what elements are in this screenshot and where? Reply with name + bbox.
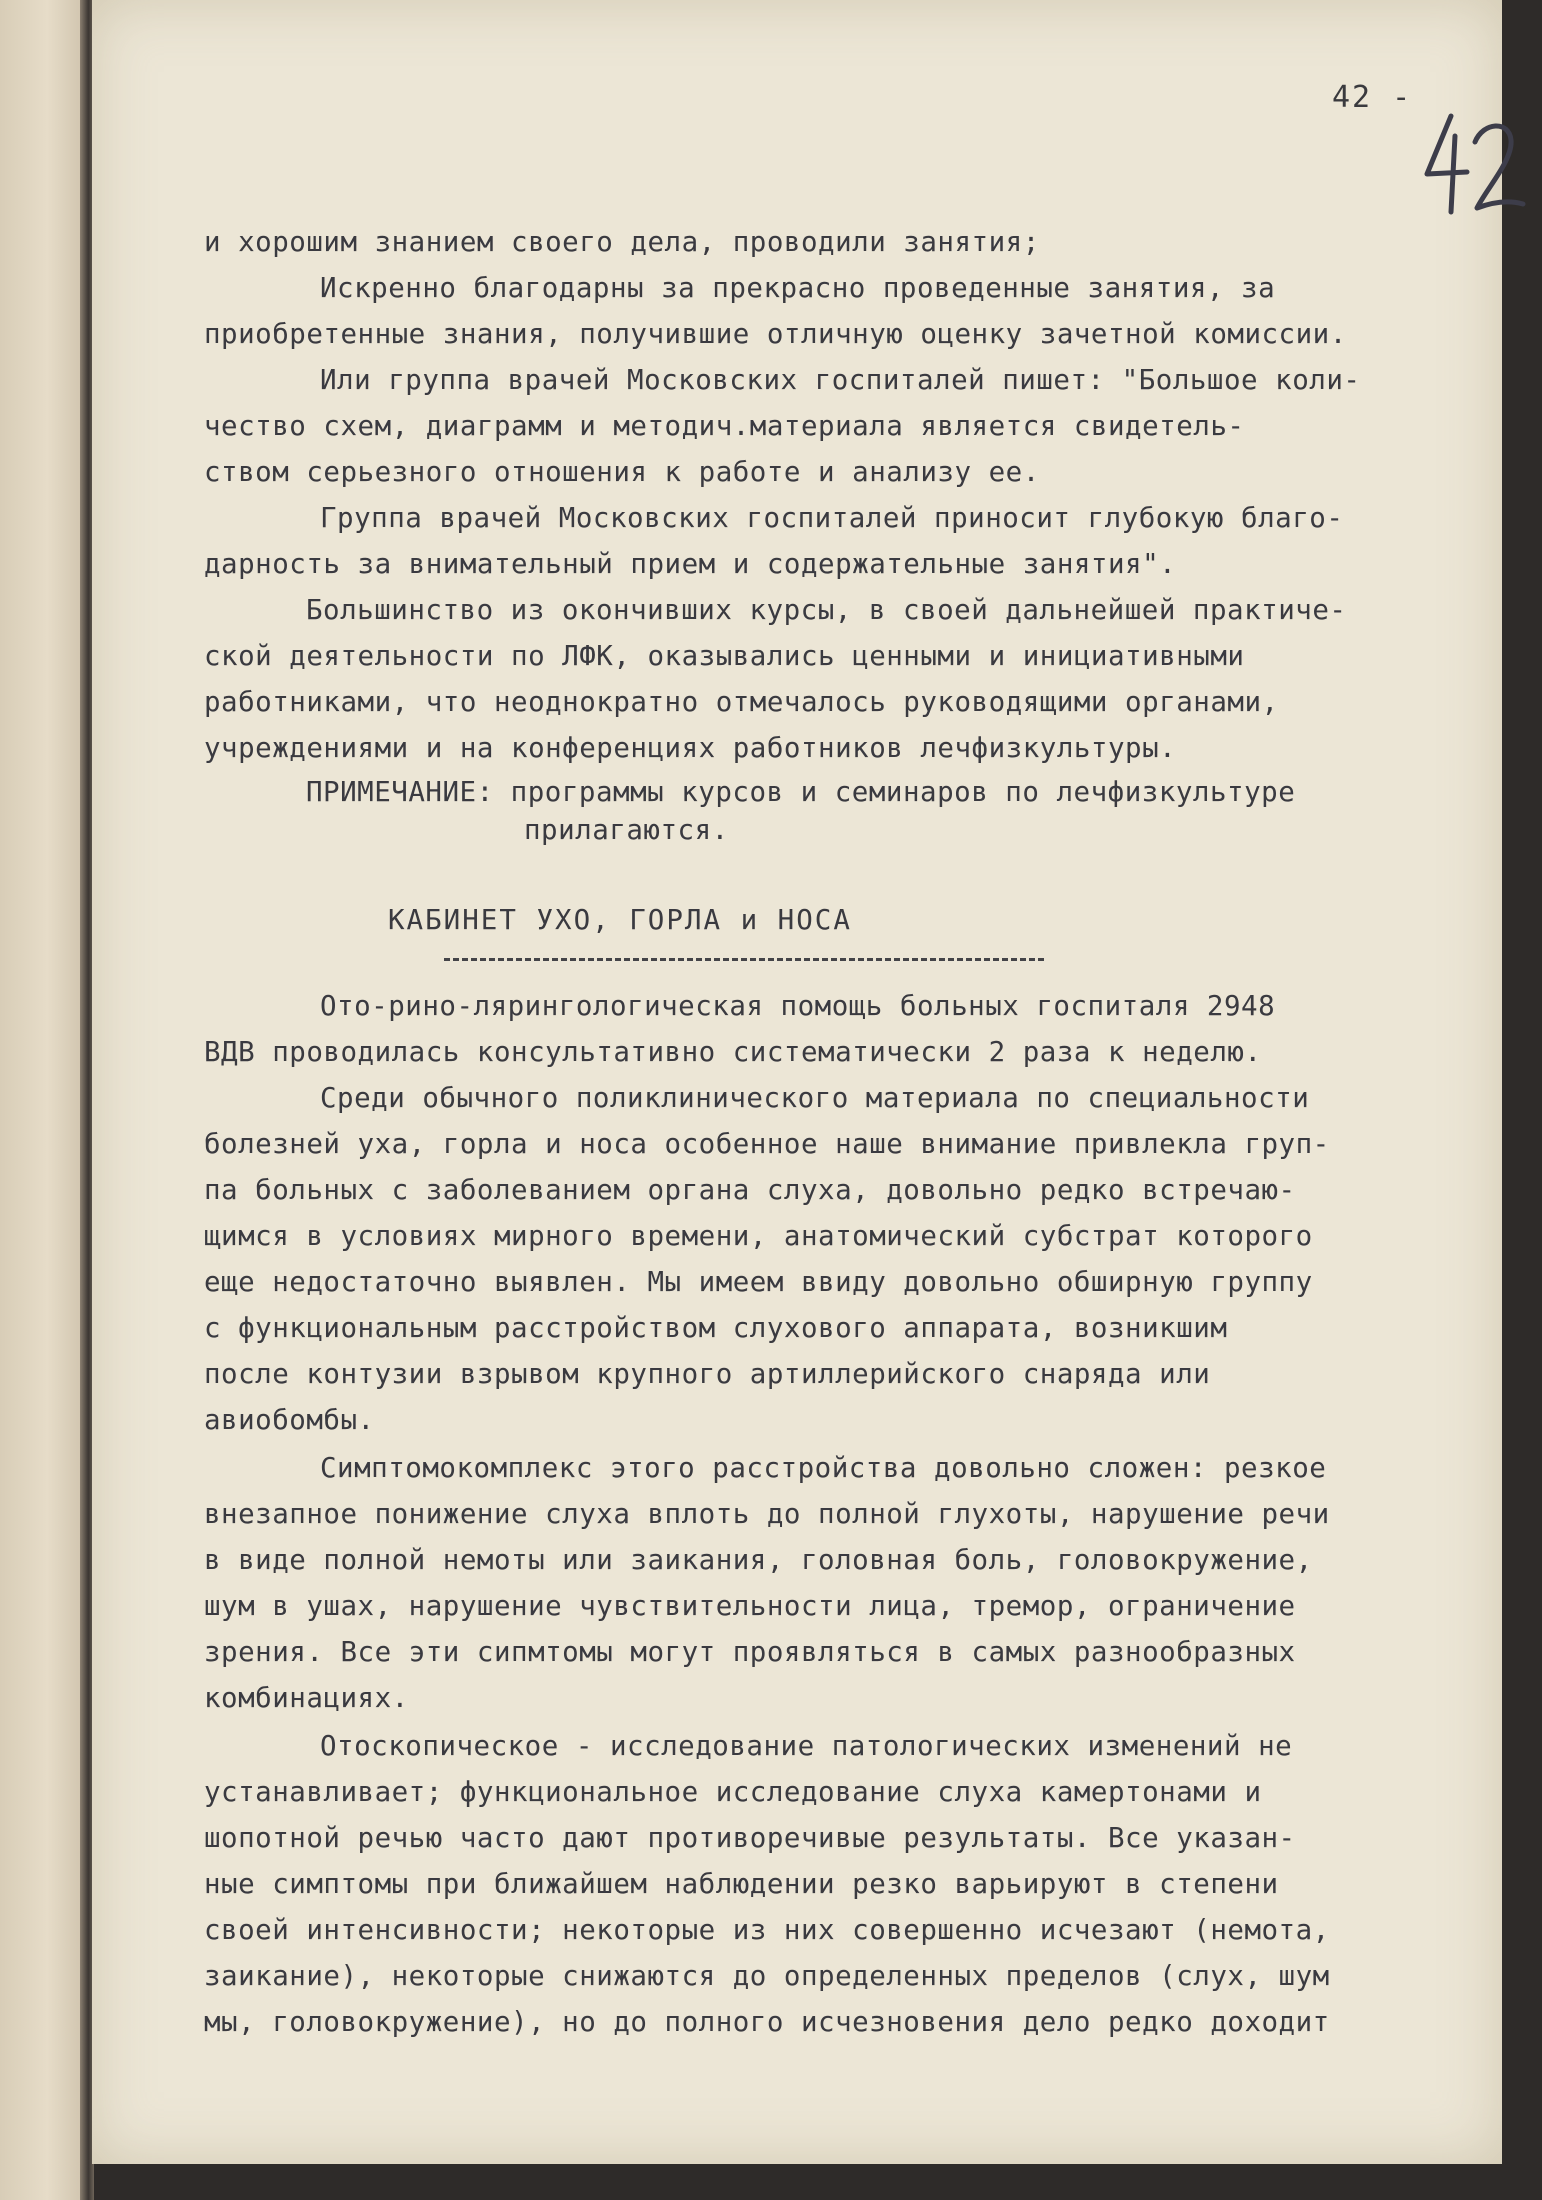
text-line: болезней уха, горла и носа особенное наше внимание привлекла груп-: [204, 1128, 1330, 1160]
text-line: и хорошим знанием своего дела, проводили занятия;: [204, 226, 1040, 258]
heading-underline: [444, 958, 1044, 961]
text-line: мы, головокружение), но до полного исчезновения дело редко доходит: [204, 2006, 1330, 2038]
text-line: Ото-рино-ляринголoгическая помощь больных госпиталя 2948: [320, 990, 1276, 1022]
text-line: комбинациях.: [204, 1682, 409, 1714]
text-line: своей интенсивности; некоторые из них совершенно исчезают (немота,: [204, 1914, 1330, 1946]
text-line: Среди обычного поликлинического материала по специальности: [320, 1082, 1310, 1114]
text-line: шум в ушах, нарушение чувствительности лица, тремор, ограничение: [204, 1590, 1296, 1622]
handwritten-folio-number: [1417, 108, 1527, 218]
text-line: Искренно благодарны за прекрасно проведенные занятия, за: [320, 272, 1276, 304]
text-line: после контузии взрывом крупного артиллерийского снаряда или: [204, 1358, 1211, 1390]
text-line: Отоскопическое - исследование патологических изменений не: [320, 1730, 1293, 1762]
section-heading: КАБИНЕТ УХО, ГОРЛА и НОСА: [388, 904, 852, 936]
text-line: Большинство из окончивших курсы, в своей дальнейшей практиче-: [306, 594, 1347, 626]
text-line: чество схем, диаграмм и методич.материала является свидетель-: [204, 410, 1245, 442]
note-line: прилагаются.: [524, 814, 729, 846]
text-line: зрения. Все эти сипмтомы могут проявляться в самых разнообразных: [204, 1636, 1296, 1668]
text-line: Симптомокомплекс этого расстройства довольно сложен: резкое: [320, 1452, 1327, 1484]
text-line: па больных с заболеванием органа слуха, довольно редко встречаю-: [204, 1174, 1296, 1206]
text-line: Или группа врачей Московских госпиталей пишет: "Большое коли-: [320, 364, 1361, 396]
text-line: заикание), некоторые снижаются до определенных пределов (слух, шум: [204, 1960, 1330, 1992]
note-line: ПРИМЕЧАНИЕ: программы курсов и семинаров по лечфизкультуре: [306, 776, 1296, 808]
text-line: учреждениями и на конференциях работников лечфизкультуры.: [204, 732, 1177, 764]
text-line: авиобомбы.: [204, 1404, 375, 1436]
text-line: приобретенные знания, получившие отличную оценку зачетной комиссии.: [204, 318, 1347, 350]
text-line: дарность за внимательный прием и содержательные занятия".: [204, 548, 1177, 580]
text-line: работниками, что неоднократно отмечалось руководящими органами,: [204, 686, 1279, 718]
text-line: ные симптомы при ближайшем наблюдении резко варьируют в степени: [204, 1868, 1279, 1900]
text-line: ВДВ проводилась консультативно систематически 2 раза к неделю.: [204, 1036, 1262, 1068]
text-line: устанавливает; функциональное исследование слуха камертонами и: [204, 1776, 1262, 1808]
text-line: шопотной речью часто дают противоречивые результаты. Все указан-: [204, 1822, 1296, 1854]
text-line: еще недостаточно выявлен. Мы имеем ввиду довольно обширную группу: [204, 1266, 1313, 1298]
text-line: в виде полной немоты или заикания, головная боль, головокружение,: [204, 1544, 1313, 1576]
text-line: с функциональным расстройством слухового аппарата, возникшим: [204, 1312, 1228, 1344]
text-line: Группа врачей Московских госпиталей приносит глубокую благо-: [320, 502, 1344, 534]
text-line: ством серьезного отношения к работе и анализу ее.: [204, 456, 1040, 488]
adjacent-page-edge: [0, 0, 86, 2200]
page-number: 42 -: [1332, 80, 1413, 115]
text-line: внезапное понижение слуха вплоть до полной глухоты, нарушение речи: [204, 1498, 1330, 1530]
text-line: ской деятельности по ЛФК, оказывались ценными и инициативными: [204, 640, 1245, 672]
text-line: щимся в условиях мирного времени, анатомический субстрат которого: [204, 1220, 1313, 1252]
document-page: [92, 0, 1502, 2164]
